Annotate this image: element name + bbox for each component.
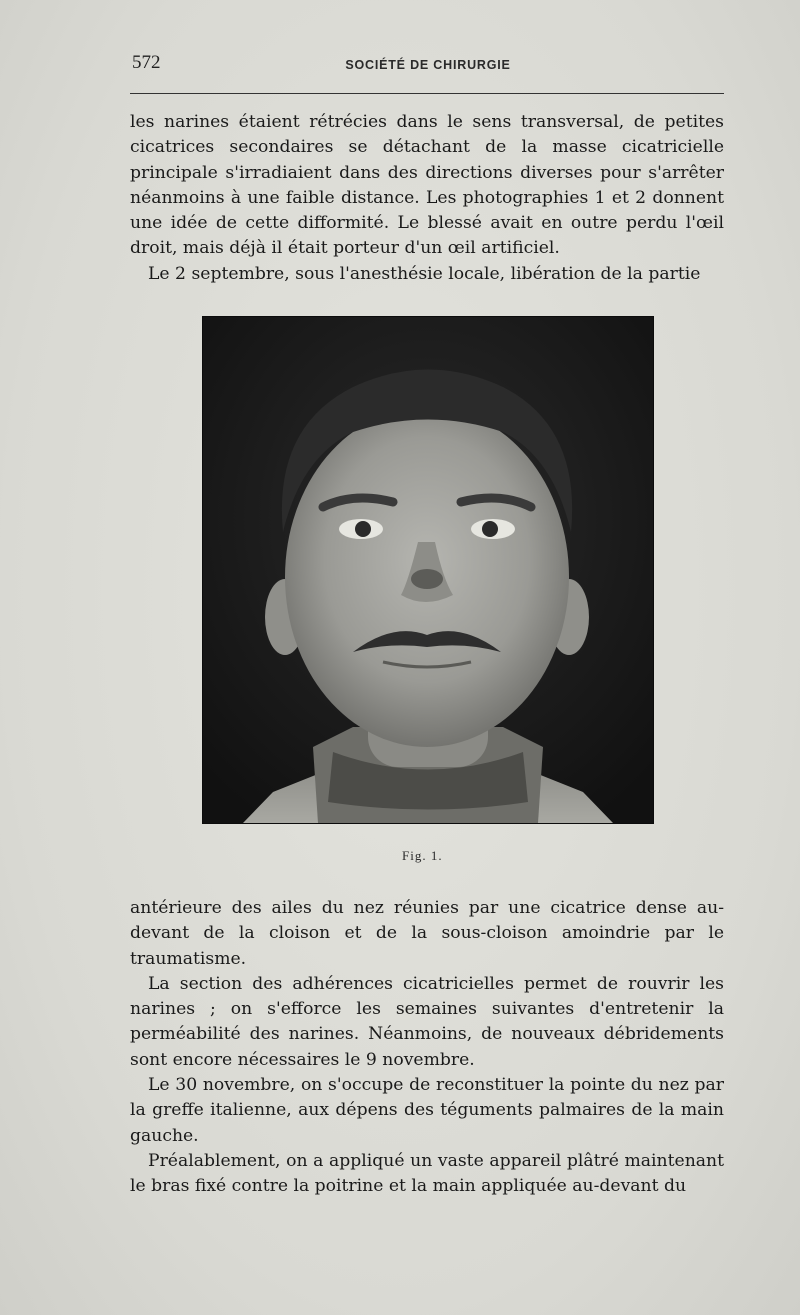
header-rule bbox=[130, 93, 724, 94]
page-number: 572 bbox=[132, 52, 161, 73]
figure-photograph bbox=[202, 316, 654, 824]
paragraph: les narines étaient rétrécies dans le sens transversal, de petites cicatrices secondaires se détachant de la masse cicatricielle principale s'irradiaient dans des directions diverses pour s'arrêter néanmoins à une faible distance. Les photographies 1 et 2 donnent une idée de cette difformité. Le blessé avait en outre perdu l'œil droit, mais déjà il était porteur d'un œil artificiel. bbox=[130, 112, 724, 259]
paragraph: Préalablement, on a appliqué un vaste appareil plâtré maintenant le bras fixé contre la poitrine et la main appliquée au-devant du bbox=[130, 1150, 724, 1197]
portrait-photo bbox=[203, 317, 653, 823]
running-title: SOCIÉTÉ DE CHIRURGIE bbox=[345, 58, 511, 72]
paragraph: Le 2 septembre, sous l'anesthésie locale, libération de la partie bbox=[148, 263, 701, 284]
paragraph: Le 30 novembre, on s'occupe de reconstituer la pointe du nez par la greffe italienne, aux dépens des téguments palmaires de la main gauche. bbox=[130, 1075, 724, 1146]
figure-caption: Fig. 1. bbox=[402, 848, 443, 863]
paragraph: La section des adhérences cicatricielles permet de rouvrir les narines ; on s'efforce les semaines suivantes d'entretenir la perméabilité des narines. Néanmoins, de nouveaux débridements sont encore nécessaires le 9 novembre. bbox=[130, 973, 724, 1070]
paragraph: antérieure des ailes du nez réunies par une cicatrice dense au-devant de la cloison et de la sous-cloison amoindrie par le traumatisme. bbox=[130, 898, 724, 969]
page-header bbox=[132, 50, 724, 80]
body-text-bottom bbox=[130, 896, 724, 1200]
body-text-top bbox=[130, 110, 724, 287]
